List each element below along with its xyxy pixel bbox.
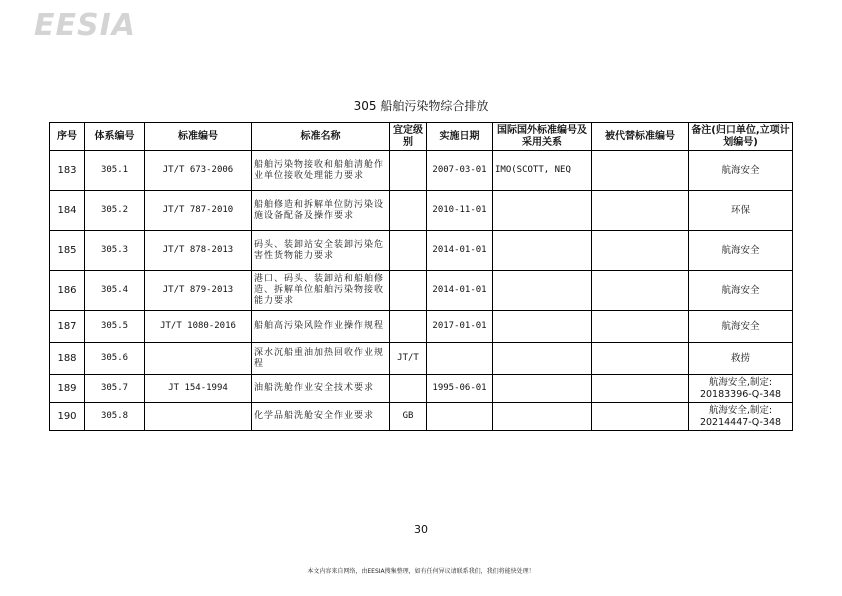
- header-date: 实施日期: [427, 123, 493, 151]
- table-row: [50, 311, 793, 343]
- cell-intl-standard: IMO(SCOTT, NEQ: [493, 151, 592, 191]
- table-row: [50, 375, 793, 403]
- cell-note: 航海安全: [689, 151, 793, 191]
- cell-standard-number: [145, 343, 252, 375]
- cell-level: [390, 271, 427, 311]
- cell-system-number: 305.2: [85, 191, 145, 231]
- cell-level: [390, 231, 427, 271]
- cell-standard-name: 港口、码头、装卸站和船舶修造、拆解单位船舶污染物接收能力要求: [252, 271, 390, 311]
- header-seq: 序号: [50, 123, 85, 151]
- standards-table: [49, 122, 793, 431]
- cell-seq: 184: [50, 191, 85, 231]
- table-row: [50, 231, 793, 271]
- header-standard-name: 标准名称: [252, 123, 390, 151]
- cell-date: 2007-03-01: [427, 151, 493, 191]
- cell-seq: 187: [50, 311, 85, 343]
- cell-note: 航海安全,制定: 20183396-Q-348: [689, 375, 793, 403]
- cell-standard-name: 码头、装卸站安全装卸污染危害性货物能力要求: [252, 231, 390, 271]
- cell-standard-name: 船舶高污染风险作业操作规程: [252, 311, 390, 343]
- cell-standard-number: JT/T 673-2006: [145, 151, 252, 191]
- cell-intl-standard: [493, 343, 592, 375]
- cell-standard-name: 船舶污染物接收和船舶清舱作业单位接收处理能力要求: [252, 151, 390, 191]
- cell-note: 航海安全: [689, 271, 793, 311]
- cell-date: 2014-01-01: [427, 271, 493, 311]
- header-replaced-standard: 被代替标准编号: [592, 123, 689, 151]
- cell-note: 救捞: [689, 343, 793, 375]
- table-row: [50, 151, 793, 191]
- cell-level: GB: [390, 403, 427, 431]
- cell-seq: 188: [50, 343, 85, 375]
- cell-system-number: 305.6: [85, 343, 145, 375]
- cell-intl-standard: [493, 191, 592, 231]
- cell-seq: 190: [50, 403, 85, 431]
- cell-level: [390, 151, 427, 191]
- cell-system-number: 305.4: [85, 271, 145, 311]
- cell-seq: 185: [50, 231, 85, 271]
- header-standard-number: 标准编号: [145, 123, 252, 151]
- cell-seq: 189: [50, 375, 85, 403]
- cell-seq: 186: [50, 271, 85, 311]
- table-row: [50, 343, 793, 375]
- cell-intl-standard: [493, 311, 592, 343]
- cell-level: JT/T: [390, 343, 427, 375]
- cell-replaced-standard: [592, 191, 689, 231]
- table-row: [50, 191, 793, 231]
- footer-disclaimer: 本文内容来自网络，由EESIA搜集整理，如有任何异议请联系我们，我们将能快处理！: [307, 568, 535, 575]
- cell-replaced-standard: [592, 151, 689, 191]
- cell-system-number: 305.1: [85, 151, 145, 191]
- cell-replaced-standard: [592, 231, 689, 271]
- cell-standard-name: 化学品船洗舱安全作业要求: [252, 403, 390, 431]
- cell-level: [390, 311, 427, 343]
- page-number: 30: [414, 523, 428, 536]
- section-title: 305 船舶污染物综合排放: [353, 99, 489, 113]
- cell-system-number: 305.5: [85, 311, 145, 343]
- cell-note: 环保: [689, 191, 793, 231]
- cell-replaced-standard: [592, 311, 689, 343]
- cell-level: [390, 191, 427, 231]
- cell-replaced-standard: [592, 375, 689, 403]
- cell-standard-number: JT/T 878-2013: [145, 231, 252, 271]
- cell-date: 2014-01-01: [427, 231, 493, 271]
- cell-intl-standard: [493, 231, 592, 271]
- cell-replaced-standard: [592, 403, 689, 431]
- cell-note: 航海安全: [689, 311, 793, 343]
- cell-replaced-standard: [592, 271, 689, 311]
- cell-level: [390, 375, 427, 403]
- cell-seq: 183: [50, 151, 85, 191]
- table-header-row: [50, 123, 793, 151]
- cell-standard-name: 船舶修造和拆解单位防污染设施设备配备及操作要求: [252, 191, 390, 231]
- cell-standard-number: JT 154-1994: [145, 375, 252, 403]
- cell-intl-standard: [493, 271, 592, 311]
- cell-standard-number: JT/T 1080-2016: [145, 311, 252, 343]
- cell-date: [427, 343, 493, 375]
- header-intl-standard: 国际国外标准编号及采用关系: [493, 123, 592, 151]
- cell-note: 航海安全: [689, 231, 793, 271]
- eesia-logo: EESIA: [34, 8, 136, 43]
- cell-date: 2010-11-01: [427, 191, 493, 231]
- cell-standard-number: JT/T 879-2013: [145, 271, 252, 311]
- cell-intl-standard: [493, 375, 592, 403]
- cell-date: 1995-06-01: [427, 375, 493, 403]
- table-row: [50, 403, 793, 431]
- cell-intl-standard: [493, 403, 592, 431]
- cell-standard-name: 油船洗舱作业安全技术要求: [252, 375, 390, 403]
- cell-note: 航海安全,制定: 20214447-Q-348: [689, 403, 793, 431]
- cell-system-number: 305.8: [85, 403, 145, 431]
- cell-standard-number: [145, 403, 252, 431]
- header-level: 宜定级别: [390, 123, 427, 151]
- cell-standard-number: JT/T 787-2010: [145, 191, 252, 231]
- cell-system-number: 305.3: [85, 231, 145, 271]
- cell-date: 2017-01-01: [427, 311, 493, 343]
- table-row: [50, 271, 793, 311]
- cell-standard-name: 深水沉船重油加热回收作业规程: [252, 343, 390, 375]
- cell-replaced-standard: [592, 343, 689, 375]
- cell-date: [427, 403, 493, 431]
- header-system-number: 体系编号: [85, 123, 145, 151]
- header-note: 备注(归口单位,立项计划编号): [689, 123, 793, 151]
- cell-system-number: 305.7: [85, 375, 145, 403]
